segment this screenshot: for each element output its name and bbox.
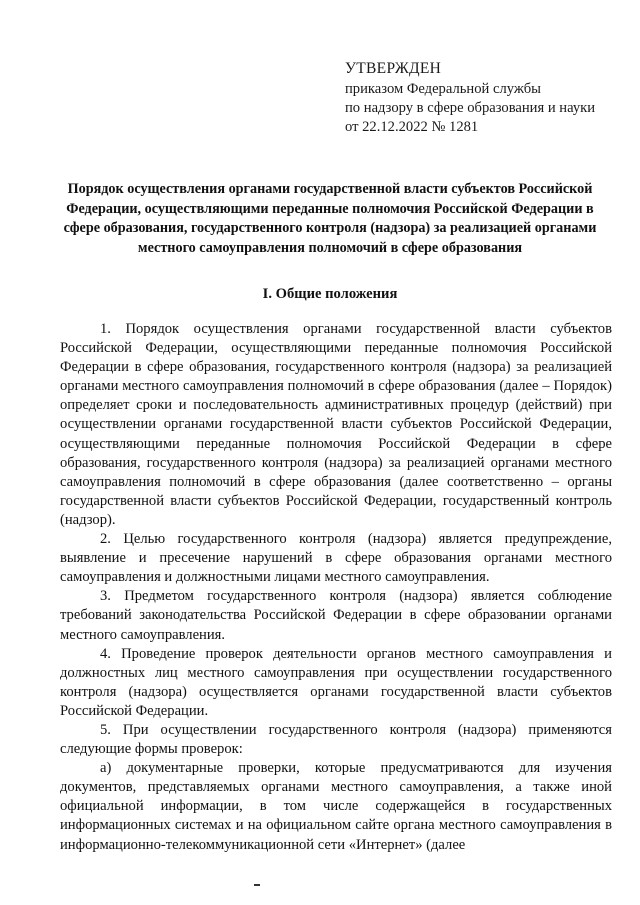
approval-heading: УТВЕРЖДЕН [345, 60, 442, 77]
approval-stamp [345, 58, 635, 137]
paragraph-5a: а) документарные проверки, которые предусматриваются для изучения документов, представляемых органами местного самоуправления, а также иной официальной информации, в том числе содержащейся в государственных информационных системах и на официальном сайте органа местного самоуправления в информационно-телекоммуникационной сети «Интернет» (далее [60, 760, 612, 853]
approval-line: по надзору в сфере образования и науки [345, 100, 596, 116]
paragraph-2: 2. Целью государственного контроля (надзора) является предупреждение, выявление и пресечение нарушений в сфере образования органами местного самоуправления и должностными лицами местного самоуправления. [60, 531, 612, 586]
scan-mark [254, 884, 260, 886]
paragraph-1: 1. Порядок осуществления органами государственной власти субъектов Российской Федерации, осуществляющими переданные полномочия Российской Федерации в сфере образования, государственного контроля (надзора) за реализацией органами местного самоуправления полномочий в сфере образования (далее – Порядок) определяет сроки и последовательность административных процедур (действий) при осуществлении органами государственной власти субъектов Российской Федерации, осуществляющими переданные полномочия Российской Федерации в сфере образования, государственного контроля (надзора) за реализацией органами местного самоуправления полномочий в сфере образования (далее соответственно – органы государственной власти субъектов Российской Федерации, государственный контроль (надзор). [60, 321, 612, 528]
approval-line: приказом Федеральной службы [345, 81, 541, 97]
document-title: Порядок осуществления органами государственной власти субъектов Российской Федерации, осуществляющими переданные полномочия Российской Федерации в сфере образования, государственного контроля (надзора) за реализацией органами местного самоуправления полномочий в сфере образования [63, 181, 597, 256]
approval-line: от 22.12.2022 № 1281 [345, 119, 479, 135]
paragraph-3: 3. Предметом государственного контроля (надзора) является соблюдение требований законодательства Российской Федерации в сфере образовании органами местного самоуправления. [60, 588, 612, 643]
section-title: I. Общие положения [262, 286, 398, 302]
document-body [60, 320, 612, 855]
paragraph-5: 5. При осуществлении государственного контроля (надзора) применяются следующие формы проверок: [60, 721, 612, 758]
paragraph-4: 4. Проведение проверок деятельности органов местного самоуправления и должностных лиц местного самоуправления при осуществлении государственного контроля (надзора) осуществляется органами государственной власти субъектов Российской Федерации. [60, 645, 612, 719]
